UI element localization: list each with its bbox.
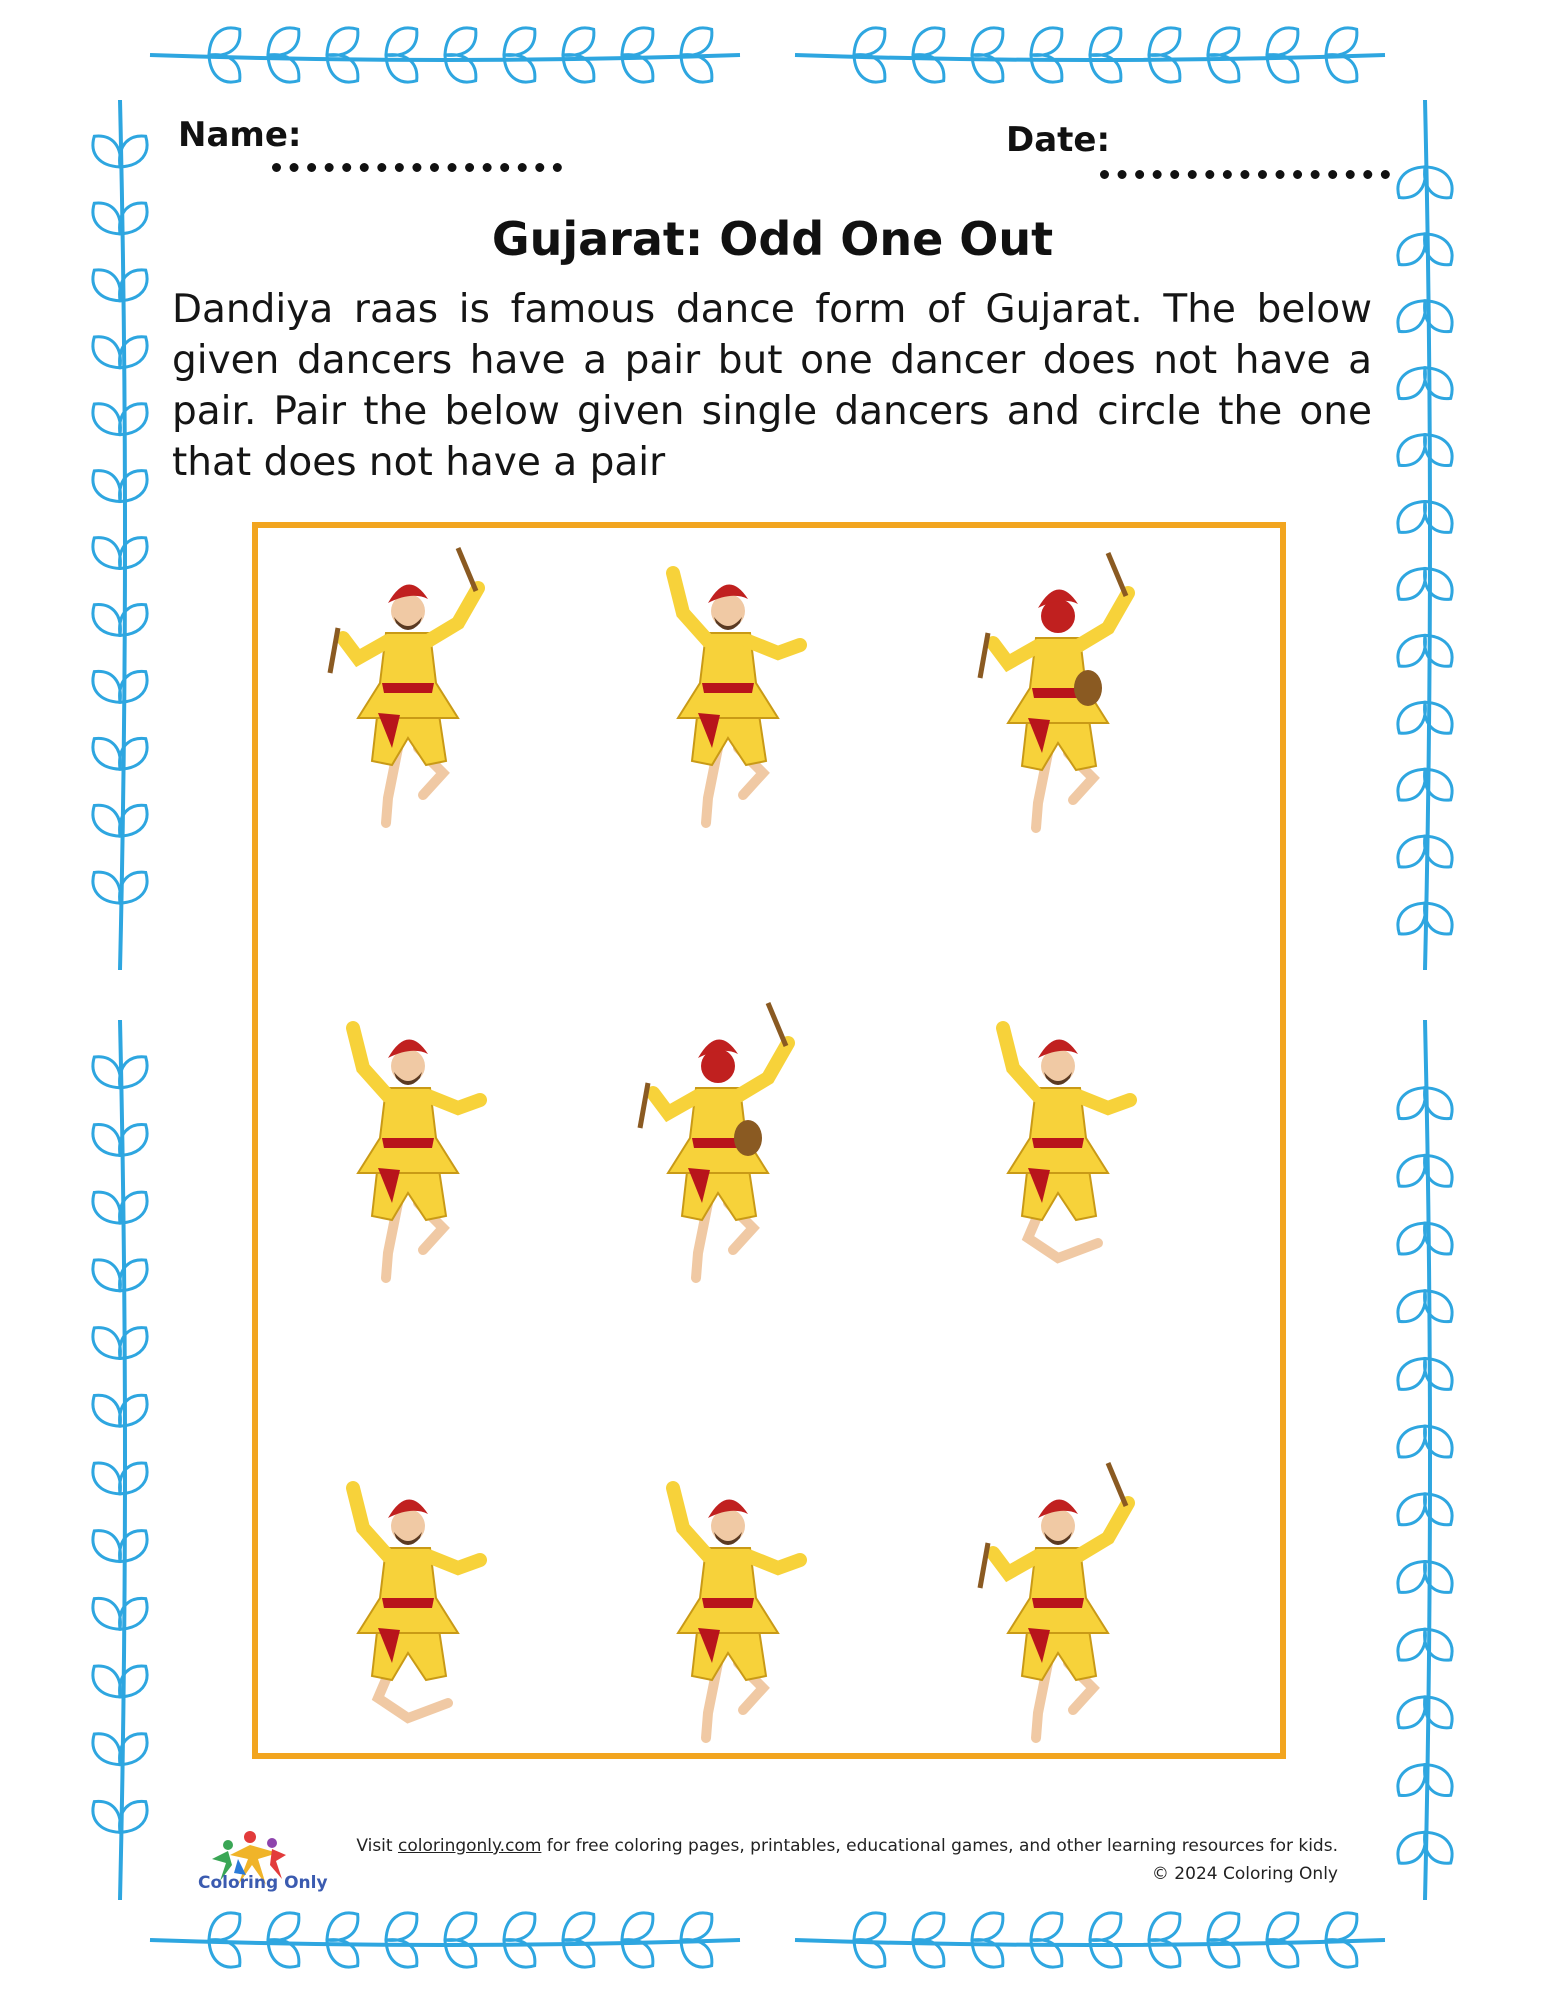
coloringonly-link[interactable]: coloringonly.com	[397, 1836, 542, 1856]
dancer-figure[interactable]	[628, 533, 828, 833]
copyright-text: © 2024 Coloring Only	[1151, 1864, 1338, 1884]
footer-visit-text	[356, 1836, 1338, 1856]
dancer-figure[interactable]	[958, 538, 1158, 838]
dancer-figure[interactable]	[628, 1448, 828, 1748]
worksheet-instructions: Dandiya raas is famous dance form of Gujarat. The below given dancers have a pair but one dancer does not have a pair. Pair the below given single dancers and circle the one that does not have a pair	[172, 287, 1372, 485]
name-label: Name:	[178, 115, 302, 155]
coloring-only-logo-icon	[190, 1815, 320, 1915]
dancer-figure[interactable]	[308, 988, 508, 1288]
footer-visit-suffix: for free coloring pages, printables, educational games, and other learning resources for kids.	[546, 1836, 1338, 1856]
dancer-grid	[252, 522, 1286, 1759]
dancer-figure[interactable]	[958, 988, 1158, 1288]
dancer-figure[interactable]	[958, 1448, 1158, 1748]
name-field[interactable]	[272, 163, 562, 172]
logo-text: Coloring Only	[198, 1873, 328, 1893]
dancer-figure[interactable]	[308, 533, 508, 833]
worksheet-title: Gujarat: Odd One Out	[491, 212, 1054, 266]
date-label: Date:	[1006, 120, 1111, 160]
dancer-figure[interactable]	[618, 988, 818, 1288]
footer-visit-prefix: Visit	[356, 1836, 393, 1856]
date-field[interactable]	[1100, 170, 1390, 179]
dancer-figure[interactable]	[308, 1448, 508, 1748]
